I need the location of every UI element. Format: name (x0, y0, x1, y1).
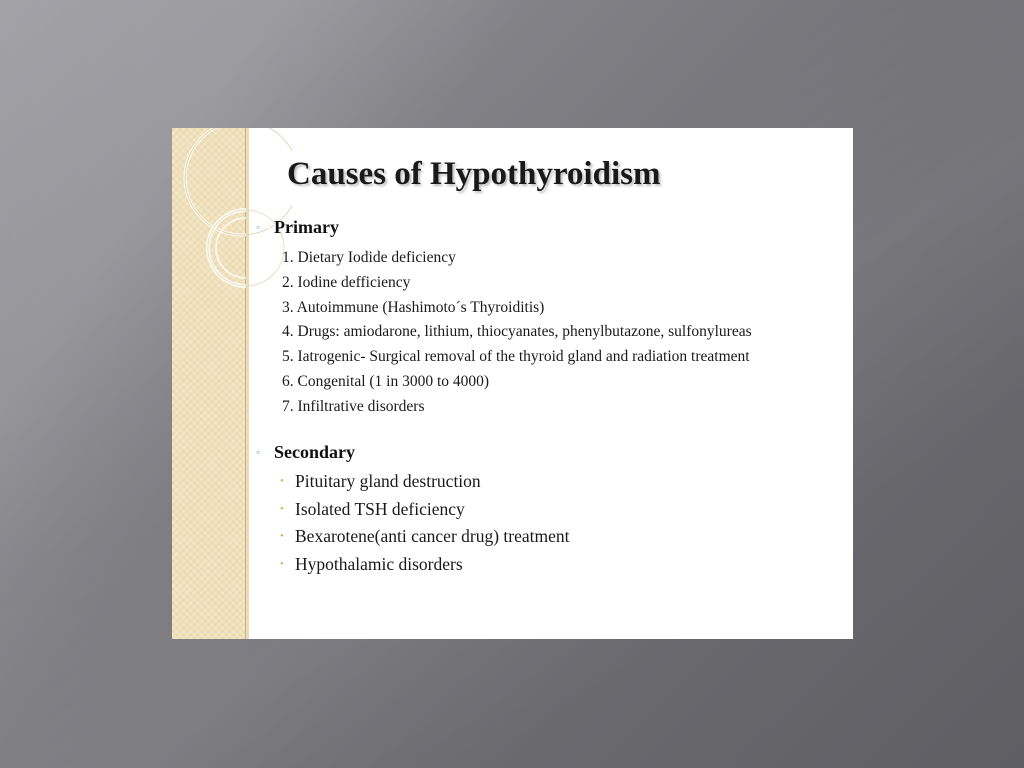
secondary-heading-label: Secondary (274, 442, 355, 462)
primary-heading (256, 217, 339, 238)
dot-bullet-icon: • (280, 502, 284, 515)
list-item: 7. Infiltrative disorders (282, 397, 425, 415)
list-item: • Isolated TSH deficiency (280, 496, 570, 524)
list-item: 6. Congenital (1 in 3000 to 4000) (282, 372, 490, 390)
list-item: 2. Iodine defficiency (282, 273, 411, 291)
decorative-side-panel (172, 128, 246, 639)
list-item: • Bexarotene(anti cancer drug) treatment (280, 523, 570, 551)
circle-bullet-icon: ◦ (256, 445, 261, 459)
list-item: 4. Drugs: amiodarone, lithium, thiocyanates, phenylbutazone, sulfonylureas (282, 323, 752, 341)
list-item: • Hypothalamic disorders (280, 551, 570, 579)
slide-title: Causes of Hypothyroidism (287, 156, 661, 192)
dot-bullet-icon: • (280, 557, 284, 570)
dot-bullet-icon: • (280, 475, 284, 487)
list-item: 5. Iatrogenic- Surgical removal of the thyroid gland and radiation treatment (282, 348, 750, 366)
list-item: • Pituitary gland destruction (280, 468, 570, 496)
primary-causes-list (282, 246, 752, 420)
secondary-causes-list (280, 468, 570, 578)
dot-bullet-icon: • (280, 530, 284, 542)
secondary-heading (256, 442, 355, 463)
primary-heading-label: Primary (274, 217, 339, 237)
circle-bullet-icon: ◦ (256, 220, 261, 234)
list-item: 3. Autoimmune (Hashimoto´s Thyroiditis) (282, 298, 545, 316)
slide (172, 128, 853, 639)
list-item: 1. Dietary Iodide deficiency (282, 249, 456, 266)
